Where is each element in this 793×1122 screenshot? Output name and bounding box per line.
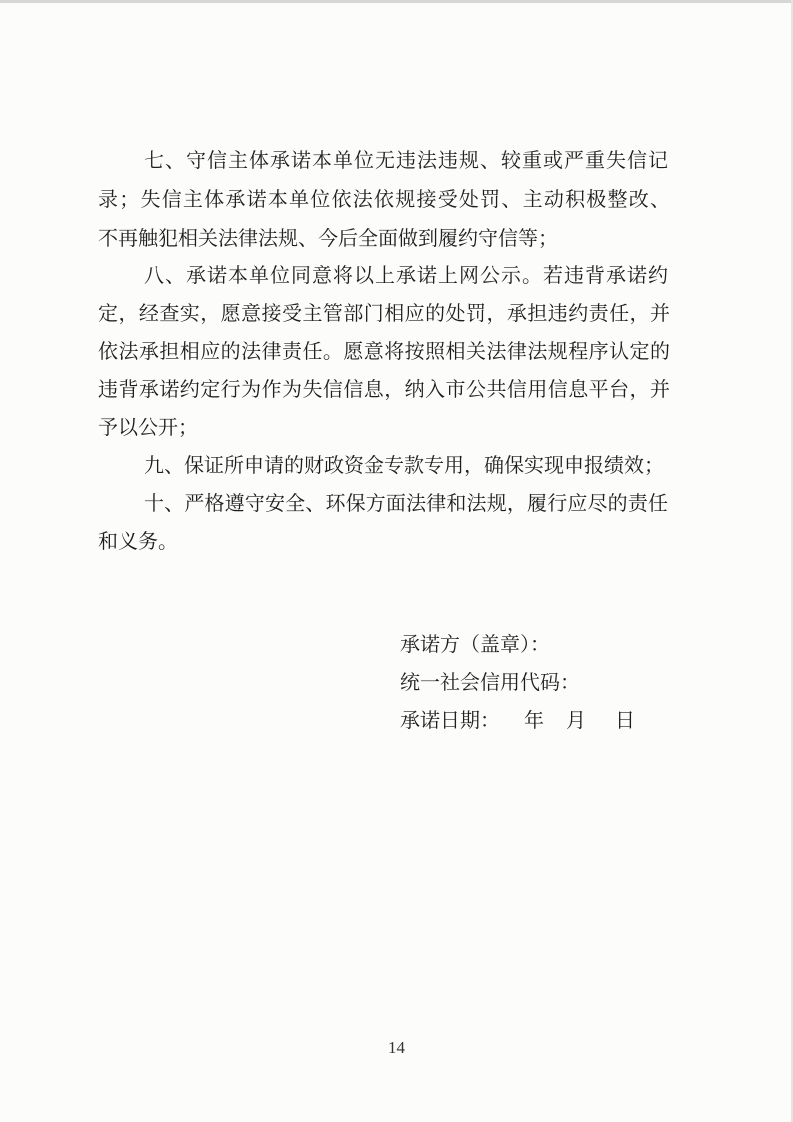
clause-7-line-3: 不再触犯相关法律法规、今后全面做到履约守信等；	[98, 226, 558, 250]
clause-8-line-3: 依法承担相应的法律责任。愿意将按照相关法律法规程序认定的	[98, 339, 670, 363]
credit-code-label: 统一社会信用代码：	[400, 670, 580, 694]
clause-10-line-2: 和义务。	[98, 529, 178, 553]
clause-8-line-4: 违背承诺约定行为作为失信信息，纳入市公共信用信息平台，并	[98, 377, 670, 401]
date-month-label: 月	[566, 708, 586, 732]
date-year-label: 年	[524, 708, 544, 732]
scan-top-edge	[0, 0, 793, 3]
clause-8-line-1: 八、承诺本单位同意将以上承诺上网公示。若违背承诺约	[144, 263, 668, 287]
clause-7-line-1: 七、守信主体承诺本单位无违法违规、较重或严重失信记	[144, 148, 668, 172]
clause-8-line-2: 定，经查实，愿意接受主管部门相应的处罚，承担违约责任，并	[98, 301, 670, 325]
clause-7-line-2: 录；失信主体承诺本单位依法依规接受处罚、主动积极整改、	[98, 187, 670, 211]
page-number: 14	[388, 1038, 405, 1057]
clause-9-line-1: 九、保证所申请的财政资金专款专用，确保实现申报绩效；	[144, 453, 664, 477]
date-day-label: 日	[615, 708, 635, 732]
clause-8-line-5: 予以公开；	[98, 415, 198, 439]
clause-10-line-1: 十、严格遵守安全、环保方面法律和法规，履行应尽的责任	[144, 491, 668, 515]
promise-date-label: 承诺日期：	[400, 708, 500, 732]
promiser-seal-label: 承诺方（盖章）：	[400, 632, 550, 656]
